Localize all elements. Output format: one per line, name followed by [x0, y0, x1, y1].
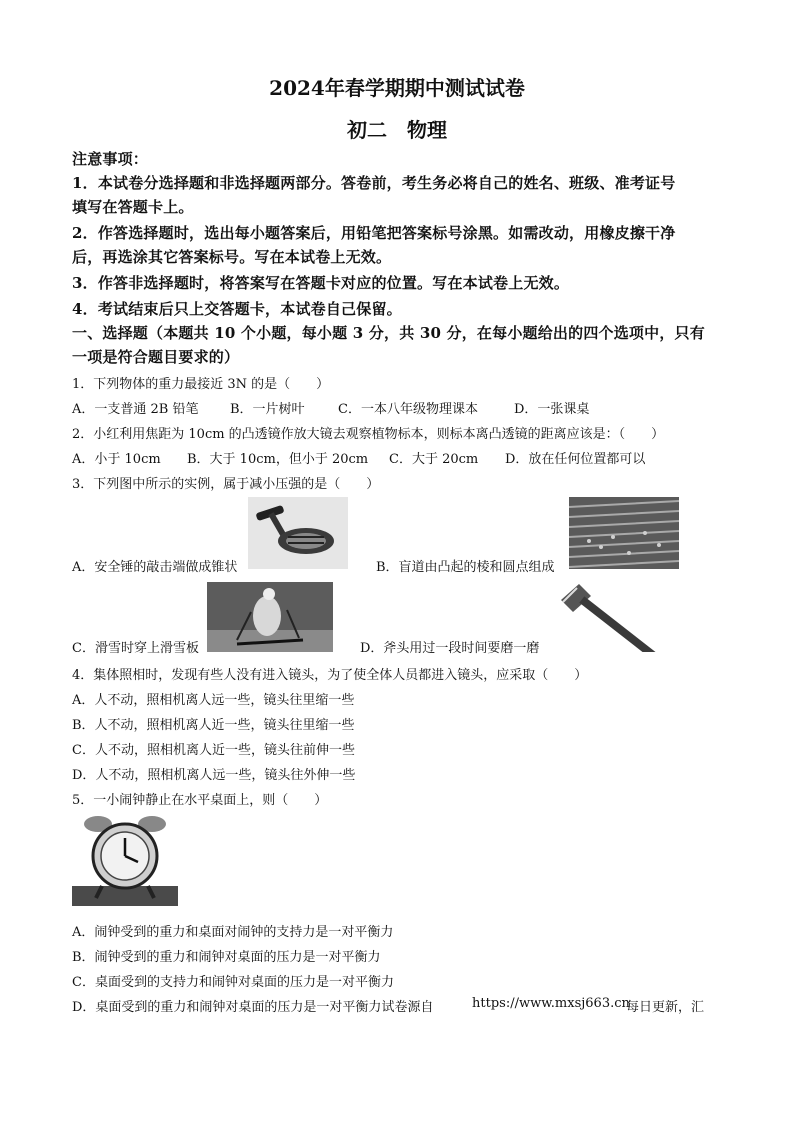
q4-option-c: C．人不动，照相机离人近一些，镜头往前伸一些: [72, 743, 355, 758]
source-tail: 每日更新，汇: [626, 1000, 705, 1015]
q1-option-d: D．一张课桌: [514, 402, 590, 417]
safety-hammer-image: [248, 497, 348, 569]
question-4-stem: 4．集体照相时，发现有些人没有进入镜头，为了使全体人员都进入镜头，应采取（ ）: [72, 668, 588, 683]
note-4: 4．考试结束后只上交答题卡，本试卷自己保留。: [72, 300, 402, 318]
q4-option-d: D．人不动，照相机离人远一些，镜头往外伸一些: [72, 768, 356, 783]
q2-option-a: A．小于 10cm: [72, 452, 161, 467]
q2-option-d: D．放在任何位置都可以: [505, 452, 646, 467]
q5-option-d: [72, 996, 433, 1015]
question-2-stem: 2．小红利用焦距为 10cm 的凸透镜作放大镜去观察植物标本，则标本离凸透镜的距离应该是：（ ）: [72, 427, 665, 442]
q3-option-a: A．安全锤的敲击端做成锥状: [72, 560, 238, 575]
note-2-line-2: 后，再选涂其它答案标号。写在本试卷上无效。: [72, 248, 392, 266]
page-title: 2024年春学期期中测试试卷: [269, 76, 525, 100]
q1-option-a: A．一支普通 2B 铅笔: [72, 402, 199, 417]
alarm-clock-image: [72, 814, 178, 906]
notes-heading: 注意事项：: [72, 150, 149, 168]
question-5-stem: 5．一小闹钟静止在水平桌面上，则（ ）: [72, 793, 328, 808]
note-1-line-2: 填写在答题卡上。: [72, 198, 194, 216]
note-3: 3．作答非选择题时，将答案写在答题卡对应的位置。写在本试卷上无效。: [72, 274, 570, 292]
note-2-line-1: 2．作答选择题时，选出每小题答案后，用铅笔把答案标号涂黑。如需改动，用橡皮擦干净: [72, 224, 676, 242]
q5-option-a: A．闹钟受到的重力和桌面对闹钟的支持力是一对平衡力: [72, 925, 394, 940]
question-1-stem: 1．下列物体的重力最接近 3N 的是（ ）: [72, 377, 330, 392]
section-1-heading-line-2: 一项是符合题目要求的）: [72, 348, 240, 366]
source-url[interactable]: https://www.mxsj663.cn: [472, 996, 630, 1011]
tactile-paving-image: [569, 497, 679, 569]
q3-option-d: D．斧头用过一段时间要磨一磨: [360, 641, 540, 656]
q5-option-d-text: D．桌面受到的重力和闹钟对桌面的压力是一对平衡力: [72, 1000, 382, 1015]
q2-option-b: B．大于 10cm，但小于 20cm: [187, 452, 369, 467]
q3-option-c: C．滑雪时穿上滑雪板: [72, 641, 199, 656]
q4-option-a: A．人不动，照相机离人远一些，镜头往里缩一些: [72, 693, 355, 708]
q3-option-b: B．盲道由凸起的棱和圆点组成: [376, 560, 555, 575]
axe-image: [557, 580, 667, 652]
source-label: 试卷源自: [381, 1000, 434, 1015]
q2-option-c: C．大于 20cm: [389, 452, 479, 467]
q5-option-b: B．闹钟受到的重力和闹钟对桌面的压力是一对平衡力: [72, 950, 381, 965]
page-subtitle: 初二 物理: [347, 118, 447, 142]
question-3-stem: 3．下列图中所示的实例，属于减小压强的是（ ）: [72, 477, 380, 492]
q4-option-b: B．人不动，照相机离人近一些，镜头往里缩一些: [72, 718, 355, 733]
q5-option-c: C．桌面受到的支持力和闹钟对桌面的压力是一对平衡力: [72, 975, 394, 990]
q1-option-b: B．一片树叶: [230, 402, 305, 417]
note-1-line-1: 1．本试卷分选择题和非选择题两部分。答卷前，考生务必将自己的姓名、班级、准考证号: [72, 174, 676, 192]
skier-image: [207, 582, 333, 652]
section-1-heading-line-1: 一、选择题（本题共 10 个小题，每小题 3 分，共 30 分，在每小题给出的四个选项中，只有: [72, 324, 705, 342]
q1-option-c: C．一本八年级物理课本: [338, 402, 478, 417]
